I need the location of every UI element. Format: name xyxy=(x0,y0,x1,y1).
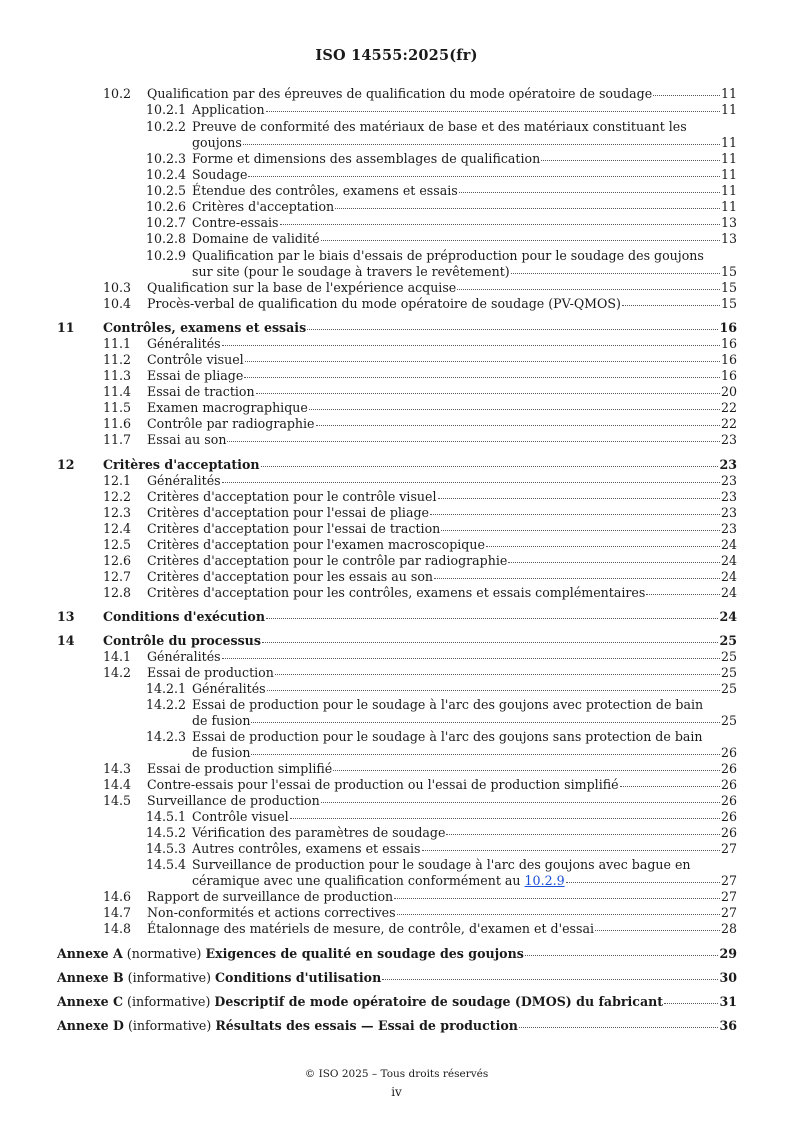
toc-entry-13[interactable] xyxy=(57,609,737,624)
toc-title: Application xyxy=(192,102,265,117)
toc-title: Critères d'acceptation pour l'essai de pliage xyxy=(147,505,429,520)
leader-dots xyxy=(486,546,720,547)
leader-dots xyxy=(664,1003,718,1004)
toc-title: Autres contrôles, examens et essais xyxy=(192,841,421,856)
leader-dots xyxy=(267,690,720,691)
toc-title: Rapport de surveillance de production xyxy=(147,889,394,904)
toc-page: 24 xyxy=(720,569,737,584)
leader-dots xyxy=(251,722,719,723)
toc-entry-12-5[interactable] xyxy=(103,537,737,552)
toc-entry-10-2-4[interactable] xyxy=(146,167,737,182)
toc-page: 15 xyxy=(720,264,737,279)
toc-number: 10.2.3 xyxy=(146,151,187,166)
toc-title-line1: Essai de production pour le soudage à l'arc des goujons avec protection de bain xyxy=(192,697,704,712)
toc-entry-10-4[interactable] xyxy=(103,296,737,311)
toc-number: 10.2.2 xyxy=(146,119,187,134)
toc-title: Essai de traction xyxy=(147,384,255,399)
leader-dots xyxy=(222,345,720,346)
toc-page: 11 xyxy=(720,183,737,198)
annex-label: Annexe C xyxy=(57,994,124,1009)
toc-page: 11 xyxy=(720,167,737,182)
toc-number: 12.6 xyxy=(103,553,132,568)
leader-dots xyxy=(227,441,720,442)
toc-number: 10.2.5 xyxy=(146,183,187,198)
toc-number: 12.3 xyxy=(103,505,132,520)
toc-page: 27 xyxy=(720,873,737,888)
toc-page: 11 xyxy=(720,86,737,101)
toc-number: 14.6 xyxy=(103,889,132,904)
toc-title-line1: Preuve de conformité des matériaux de base et des matériaux constituant les xyxy=(192,119,687,134)
toc-page: 23 xyxy=(719,457,737,472)
annex-title: Résultats des essais — Essai de production xyxy=(215,1018,518,1033)
toc-number: 10.2.9 xyxy=(146,248,187,263)
toc-title: Généralités xyxy=(147,336,221,351)
toc-number: 14.5.3 xyxy=(146,841,187,856)
leader-dots xyxy=(321,240,720,241)
leader-dots xyxy=(245,361,720,362)
toc-entry-10-2-2-first-line xyxy=(146,119,687,134)
toc-title: Contrôle visuel xyxy=(147,352,244,367)
toc-page: 27 xyxy=(720,905,737,920)
toc-page: 16 xyxy=(720,352,737,367)
annex-type: (normative) xyxy=(126,946,202,961)
annex-title: Exigences de qualité en soudage des goujons xyxy=(205,946,524,961)
toc-page: 13 xyxy=(720,215,737,230)
annex-label: Annexe A xyxy=(57,946,123,961)
toc-title: Critères d'acceptation pour le contrôle par radiographie xyxy=(147,553,508,568)
toc-title: Critères d'acceptation pour l'essai de traction xyxy=(147,521,441,536)
toc-number: 14.7 xyxy=(103,905,132,920)
toc-entry-10-2-2[interactable] xyxy=(192,135,737,150)
toc-entry-12-3[interactable] xyxy=(103,505,737,520)
clause-link-10-2-9[interactable]: 10.2.9 xyxy=(524,873,565,888)
toc-page: 25 xyxy=(720,713,737,728)
toc-page: 26 xyxy=(720,793,737,808)
leader-dots xyxy=(333,770,720,771)
toc-entry-10-2-8[interactable] xyxy=(146,231,737,246)
leader-dots xyxy=(595,930,720,931)
leader-dots xyxy=(307,329,718,330)
toc-entry-12-4[interactable] xyxy=(103,521,737,536)
toc-page: 26 xyxy=(720,825,737,840)
toc-entry-11-3[interactable] xyxy=(103,368,737,383)
toc-page: 26 xyxy=(720,777,737,792)
leader-dots xyxy=(316,425,720,426)
toc-entry-14-2-1[interactable] xyxy=(146,681,737,696)
toc-entry-14-1[interactable] xyxy=(103,649,737,664)
leader-dots xyxy=(309,409,720,410)
toc-title: Essai de production simplifié xyxy=(147,761,333,776)
toc-entry-12-2[interactable] xyxy=(103,489,737,504)
toc-number: 14.4 xyxy=(103,777,132,792)
leader-dots xyxy=(251,754,719,755)
leader-dots xyxy=(243,144,720,145)
toc-entry-10-2-6[interactable] xyxy=(146,199,737,214)
toc-page: 30 xyxy=(719,970,737,985)
annex-title: Conditions d'utilisation xyxy=(215,970,382,985)
toc-title: Étalonnage des matériels de mesure, de contrôle, d'examen et d'essai xyxy=(147,921,594,936)
toc-number: 10.2.7 xyxy=(146,215,187,230)
toc-title: Contrôle du processus xyxy=(103,633,261,648)
toc-title: Critères d'acceptation xyxy=(192,199,335,214)
toc-page: 23 xyxy=(720,473,737,488)
leader-dots xyxy=(622,305,720,306)
toc-number: 14.2.3 xyxy=(146,729,187,744)
leader-dots xyxy=(256,393,720,394)
copyright-footer: © ISO 2025 – Tous droits réservés xyxy=(304,1068,489,1080)
toc-entry-12-6[interactable] xyxy=(103,553,737,568)
toc-page: 22 xyxy=(720,416,737,431)
toc-entry-11[interactable] xyxy=(57,320,737,335)
annex-title: Descriptif de mode opératoire de soudage (DMOS) du fabricant xyxy=(214,994,664,1009)
toc-title: Contrôle par radiographie xyxy=(147,416,315,431)
leader-dots xyxy=(382,979,718,980)
toc-number: 11.6 xyxy=(103,416,132,431)
leader-dots xyxy=(394,898,720,899)
document-header: ISO 14555:2025(fr) xyxy=(315,47,478,64)
leader-dots xyxy=(261,466,719,467)
toc-entry-14-5[interactable] xyxy=(103,793,737,808)
leader-dots xyxy=(446,834,720,835)
toc-number: 11.5 xyxy=(103,400,132,415)
toc-number: 14.2.2 xyxy=(146,697,187,712)
toc-entry-10-2-9-first-line xyxy=(146,248,704,263)
toc-title: Critères d'acceptation pour le contrôle visuel xyxy=(147,489,437,504)
toc-page: 27 xyxy=(720,889,737,904)
toc-number: 10.2.6 xyxy=(146,199,187,214)
leader-dots xyxy=(430,514,720,515)
leader-dots xyxy=(280,224,720,225)
leader-dots xyxy=(266,618,718,619)
toc-number: 11.2 xyxy=(103,352,132,367)
toc-number: 14.5.2 xyxy=(146,825,187,840)
toc-entry-10-3[interactable] xyxy=(103,280,737,295)
toc-number: 11 xyxy=(57,320,75,335)
toc-title: Contrôle visuel xyxy=(192,809,289,824)
leader-dots xyxy=(244,377,720,378)
toc-page: 24 xyxy=(720,585,737,600)
toc-entry-12-7[interactable] xyxy=(103,569,737,584)
leader-dots xyxy=(459,192,720,193)
toc-page: 29 xyxy=(719,946,737,961)
toc-title-line1: Surveillance de production pour le soudage à l'arc des goujons avec bague en xyxy=(192,857,691,872)
toc-entry-14-2-3-first-line xyxy=(146,729,703,744)
toc-page: 23 xyxy=(720,505,737,520)
toc-title: Conditions d'exécution xyxy=(103,609,265,624)
annex-label: Annexe B xyxy=(57,970,124,985)
toc-number: 11.7 xyxy=(103,432,132,447)
toc-entry-14-4[interactable] xyxy=(103,777,737,792)
toc-page: 24 xyxy=(720,553,737,568)
toc-number: 10.2.1 xyxy=(146,102,187,117)
leader-dots xyxy=(457,289,720,290)
toc-page: 16 xyxy=(719,320,737,335)
toc-number: 14.2 xyxy=(103,665,132,680)
toc-title: Soudage xyxy=(192,167,248,182)
toc-title-line2: céramique avec une qualification conformément au xyxy=(192,873,521,888)
toc-title: Domaine de validité xyxy=(192,231,320,246)
toc-number: 10.2 xyxy=(103,86,132,101)
toc-entry-14-6[interactable] xyxy=(103,889,737,904)
toc-title: Contrôles, examens et essais xyxy=(103,320,307,335)
toc-number: 13 xyxy=(57,609,75,624)
toc-number: 12.4 xyxy=(103,521,132,536)
toc-entry-14-5-4[interactable] xyxy=(192,873,737,888)
toc-entry-10-2[interactable] xyxy=(103,86,737,101)
toc-page: 15 xyxy=(720,280,737,295)
leader-dots xyxy=(335,208,720,209)
leader-dots xyxy=(422,850,720,851)
toc-title: Surveillance de production xyxy=(147,793,320,808)
toc-title-line1: Qualification par le biais d'essais de préproduction pour le soudage des goujons xyxy=(192,248,704,263)
toc-page: 23 xyxy=(720,432,737,447)
toc-page: 22 xyxy=(720,400,737,415)
leader-dots xyxy=(438,498,720,499)
toc-title: Forme et dimensions des assemblages de qualification xyxy=(192,151,541,166)
toc-page: 25 xyxy=(719,633,737,648)
toc-number: 14.5.4 xyxy=(146,857,187,872)
toc-title: Contre-essais pour l'essai de production ou l'essai de production simplifié xyxy=(147,777,619,792)
toc-page: 26 xyxy=(720,745,737,760)
toc-page: 15 xyxy=(720,296,737,311)
toc-number: 14.1 xyxy=(103,649,132,664)
toc-entry-14-2-3[interactable] xyxy=(192,745,737,760)
toc-title: Critères d'acceptation pour l'examen macroscopique xyxy=(147,537,485,552)
leader-dots xyxy=(566,882,720,883)
toc-page: 11 xyxy=(720,199,737,214)
toc-number: 10.3 xyxy=(103,280,132,295)
toc-entry-14-5-2[interactable] xyxy=(146,825,737,840)
toc-number: 14.5.1 xyxy=(146,809,187,824)
toc-entry-14-5-3[interactable] xyxy=(146,841,737,856)
toc-title: Étendue des contrôles, examens et essais xyxy=(192,183,458,198)
leader-dots xyxy=(321,802,720,803)
leader-dots xyxy=(434,578,720,579)
toc-entry-annex-c[interactable] xyxy=(57,994,737,1009)
annex-type: (informative) xyxy=(127,970,212,985)
toc-entry-11-7[interactable] xyxy=(103,432,737,447)
toc-page: 24 xyxy=(720,537,737,552)
toc-number: 12.2 xyxy=(103,489,132,504)
toc-page: 23 xyxy=(720,521,737,536)
leader-dots xyxy=(646,594,720,595)
toc-entry-annex-a[interactable] xyxy=(57,946,737,961)
toc-title-line2: sur site (pour le soudage à travers le revêtement) xyxy=(192,264,510,279)
toc-entry-12[interactable] xyxy=(57,457,737,472)
toc-page: 25 xyxy=(720,649,737,664)
leader-dots xyxy=(519,1027,719,1028)
toc-title: Vérification des paramètres de soudage xyxy=(192,825,446,840)
toc-title: Non-conformités et actions correctives xyxy=(147,905,396,920)
toc-title: Critères d'acceptation pour les contrôles, examens et essais complémentaires xyxy=(147,585,646,600)
toc-title: Examen macrographique xyxy=(147,400,308,415)
toc-number: 10.2.8 xyxy=(146,231,187,246)
toc-title: Essai de pliage xyxy=(147,368,244,383)
leader-dots xyxy=(541,160,720,161)
toc-number: 12.8 xyxy=(103,585,132,600)
toc-number: 11.1 xyxy=(103,336,132,351)
toc-title: Essai de production xyxy=(147,665,274,680)
toc-entry-10-2-5[interactable] xyxy=(146,183,737,198)
leader-dots xyxy=(222,658,720,659)
annex-type: (informative) xyxy=(127,1018,212,1033)
leader-dots xyxy=(266,111,720,112)
page-number: iv xyxy=(391,1085,402,1099)
toc-number: 11.4 xyxy=(103,384,132,399)
toc-page: 24 xyxy=(719,609,737,624)
toc-title-line2: de fusion xyxy=(192,713,251,728)
toc-number: 12 xyxy=(57,457,75,472)
toc-entry-10-2-1[interactable] xyxy=(146,102,737,117)
toc-entry-14[interactable] xyxy=(57,633,737,648)
toc-entry-14-3[interactable] xyxy=(103,761,737,776)
toc-page: 13 xyxy=(720,231,737,246)
toc-entry-10-2-7[interactable] xyxy=(146,215,737,230)
toc-page: 11 xyxy=(720,135,737,150)
toc-title: Généralités xyxy=(192,681,266,696)
leader-dots xyxy=(290,818,720,819)
leader-dots xyxy=(275,674,720,675)
toc-number: 14.2.1 xyxy=(146,681,187,696)
toc-page: 11 xyxy=(720,102,737,117)
toc-title: Généralités xyxy=(147,473,221,488)
annex-type: (informative) xyxy=(127,994,211,1009)
toc-number: 14.3 xyxy=(103,761,132,776)
toc-entry-14-2-2-first-line xyxy=(146,697,704,712)
toc-title-line1: Essai de production pour le soudage à l'arc des goujons sans protection de bain xyxy=(192,729,703,744)
toc-page: 23 xyxy=(720,489,737,504)
toc-entry-12-1[interactable] xyxy=(103,473,737,488)
toc-page: 36 xyxy=(719,1018,737,1033)
leader-dots xyxy=(397,914,720,915)
toc-page: 27 xyxy=(720,841,737,856)
toc-entry-annex-d[interactable] xyxy=(57,1018,737,1033)
toc-page: 20 xyxy=(720,384,737,399)
toc-title-line2: goujons xyxy=(192,135,242,150)
toc-title: Qualification par des épreuves de qualification du mode opératoire de soudage xyxy=(147,86,653,101)
toc-entry-11-5[interactable] xyxy=(103,400,737,415)
toc-number: 14.5 xyxy=(103,793,132,808)
toc-entry-14-2[interactable] xyxy=(103,665,737,680)
leader-dots xyxy=(441,530,720,531)
toc-entry-14-7[interactable] xyxy=(103,905,737,920)
toc-title: Généralités xyxy=(147,649,221,664)
toc-number: 10.2.4 xyxy=(146,167,187,182)
toc-number: 12.5 xyxy=(103,537,132,552)
toc-page: 26 xyxy=(720,809,737,824)
leader-dots xyxy=(620,786,720,787)
toc-page: 31 xyxy=(719,994,737,1009)
leader-dots xyxy=(508,562,720,563)
leader-dots xyxy=(525,955,719,956)
toc-entry-12-8[interactable] xyxy=(103,585,737,600)
toc-title: Qualification sur la base de l'expérience acquise xyxy=(147,280,457,295)
toc-title-line2: de fusion xyxy=(192,745,251,760)
leader-dots xyxy=(511,273,720,274)
toc-entry-14-5-4-first-line xyxy=(146,857,691,872)
toc-title: Essai au son xyxy=(147,432,227,447)
leader-dots xyxy=(653,95,720,96)
toc-entry-annex-b[interactable] xyxy=(57,970,737,985)
toc-entry-14-5-1[interactable] xyxy=(146,809,737,824)
leader-dots xyxy=(222,482,720,483)
annex-label: Annexe D xyxy=(57,1018,124,1033)
toc-entry-10-2-9[interactable] xyxy=(192,264,737,279)
toc-page: 25 xyxy=(720,665,737,680)
toc-title: Critères d'acceptation pour les essais au son xyxy=(147,569,434,584)
toc-entry-11-4[interactable] xyxy=(103,384,737,399)
toc-page: 16 xyxy=(720,368,737,383)
toc-number: 12.7 xyxy=(103,569,132,584)
toc-number: 14 xyxy=(57,633,75,648)
toc-page: 11 xyxy=(720,151,737,166)
toc-title: Contre-essais xyxy=(192,215,279,230)
toc-page: 16 xyxy=(720,336,737,351)
toc-page: 25 xyxy=(720,681,737,696)
leader-dots xyxy=(262,642,719,643)
toc-number: 11.3 xyxy=(103,368,132,383)
toc-number: 14.8 xyxy=(103,921,132,936)
toc-entry-11-2[interactable] xyxy=(103,352,737,367)
leader-dots xyxy=(248,176,720,177)
toc-entry-14-8[interactable] xyxy=(103,921,737,936)
toc-entry-11-6[interactable] xyxy=(103,416,737,431)
toc-entry-11-1[interactable] xyxy=(103,336,737,351)
toc-number: 12.1 xyxy=(103,473,132,488)
toc-page: 28 xyxy=(720,921,737,936)
toc-entry-10-2-3[interactable] xyxy=(146,151,737,166)
toc-title: Procès-verbal de qualification du mode opératoire de soudage (PV-QMOS) xyxy=(147,296,621,311)
toc-entry-14-2-2[interactable] xyxy=(192,713,737,728)
toc-title: Critères d'acceptation xyxy=(103,457,260,472)
toc-number: 10.4 xyxy=(103,296,132,311)
toc-page: 26 xyxy=(720,761,737,776)
